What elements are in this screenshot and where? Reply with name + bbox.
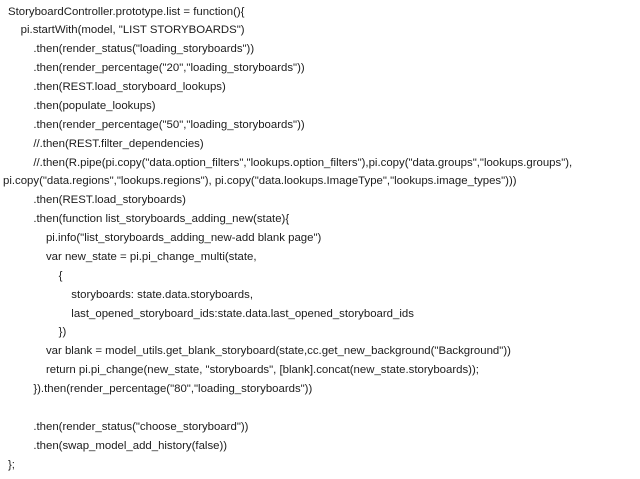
code-line-4: .then(render_percentage("20","loading_storyboards")) <box>8 62 305 74</box>
code-line-24: .then(swap_model_add_history(false)) <box>8 440 228 452</box>
code-line-23: .then(render_status("choose_storyboard")) <box>8 421 249 433</box>
code-line-12: .then(function list_storyboards_adding_new(state){ <box>8 213 290 225</box>
code-line-13: pi.info("list_storyboards_adding_new-add blank page") <box>8 232 322 244</box>
code-line-5: .then(REST.load_storyboard_lookups) <box>8 81 226 93</box>
code-line-17: last_opened_storyboard_ids:state.data.last_opened_storyboard_ids <box>8 308 414 320</box>
code-line-7: .then(render_percentage("50","loading_storyboards")) <box>8 119 305 131</box>
code-line-2: pi.startWith(model, "LIST STORYBOARDS") <box>8 24 245 36</box>
code-line-1: StoryboardController.prototype.list = function(){ <box>8 6 245 18</box>
code-line-11: .then(REST.load_storyboards) <box>8 194 186 206</box>
code-line-25: }; <box>8 459 15 471</box>
code-line-19: var blank = model_utils.get_blank_storyboard(state,cc.get_new_background("Background")) <box>8 345 511 357</box>
code-line-14: var new_state = pi.pi_change_multi(state, <box>8 251 257 263</box>
code-line-3: .then(render_status("loading_storyboards")) <box>8 43 255 55</box>
code-line-16: storyboards: state.data.storyboards, <box>8 289 254 301</box>
code-line-15: { <box>8 270 63 282</box>
code-line-9: //.then(R.pipe(pi.copy("data.option_filters","lookups.option_filters"),pi.copy("data.groups","lookups.groups"), <box>8 157 573 169</box>
code-line-10: pi.copy("data.regions","lookups.regions"), pi.copy("data.lookups.ImageType","lookups.image_types"))) <box>3 175 517 187</box>
code-line-20: return pi.pi_change(new_state, "storyboards", [blank].concat(new_state.storyboards)); <box>8 364 479 376</box>
code-line-8: //.then(REST.filter_dependencies) <box>8 138 204 150</box>
code-line-6: .then(populate_lookups) <box>8 100 156 112</box>
code-line-18: }) <box>8 326 67 338</box>
code-line-21: }).then(render_percentage("80","loading_storyboards")) <box>8 383 313 395</box>
